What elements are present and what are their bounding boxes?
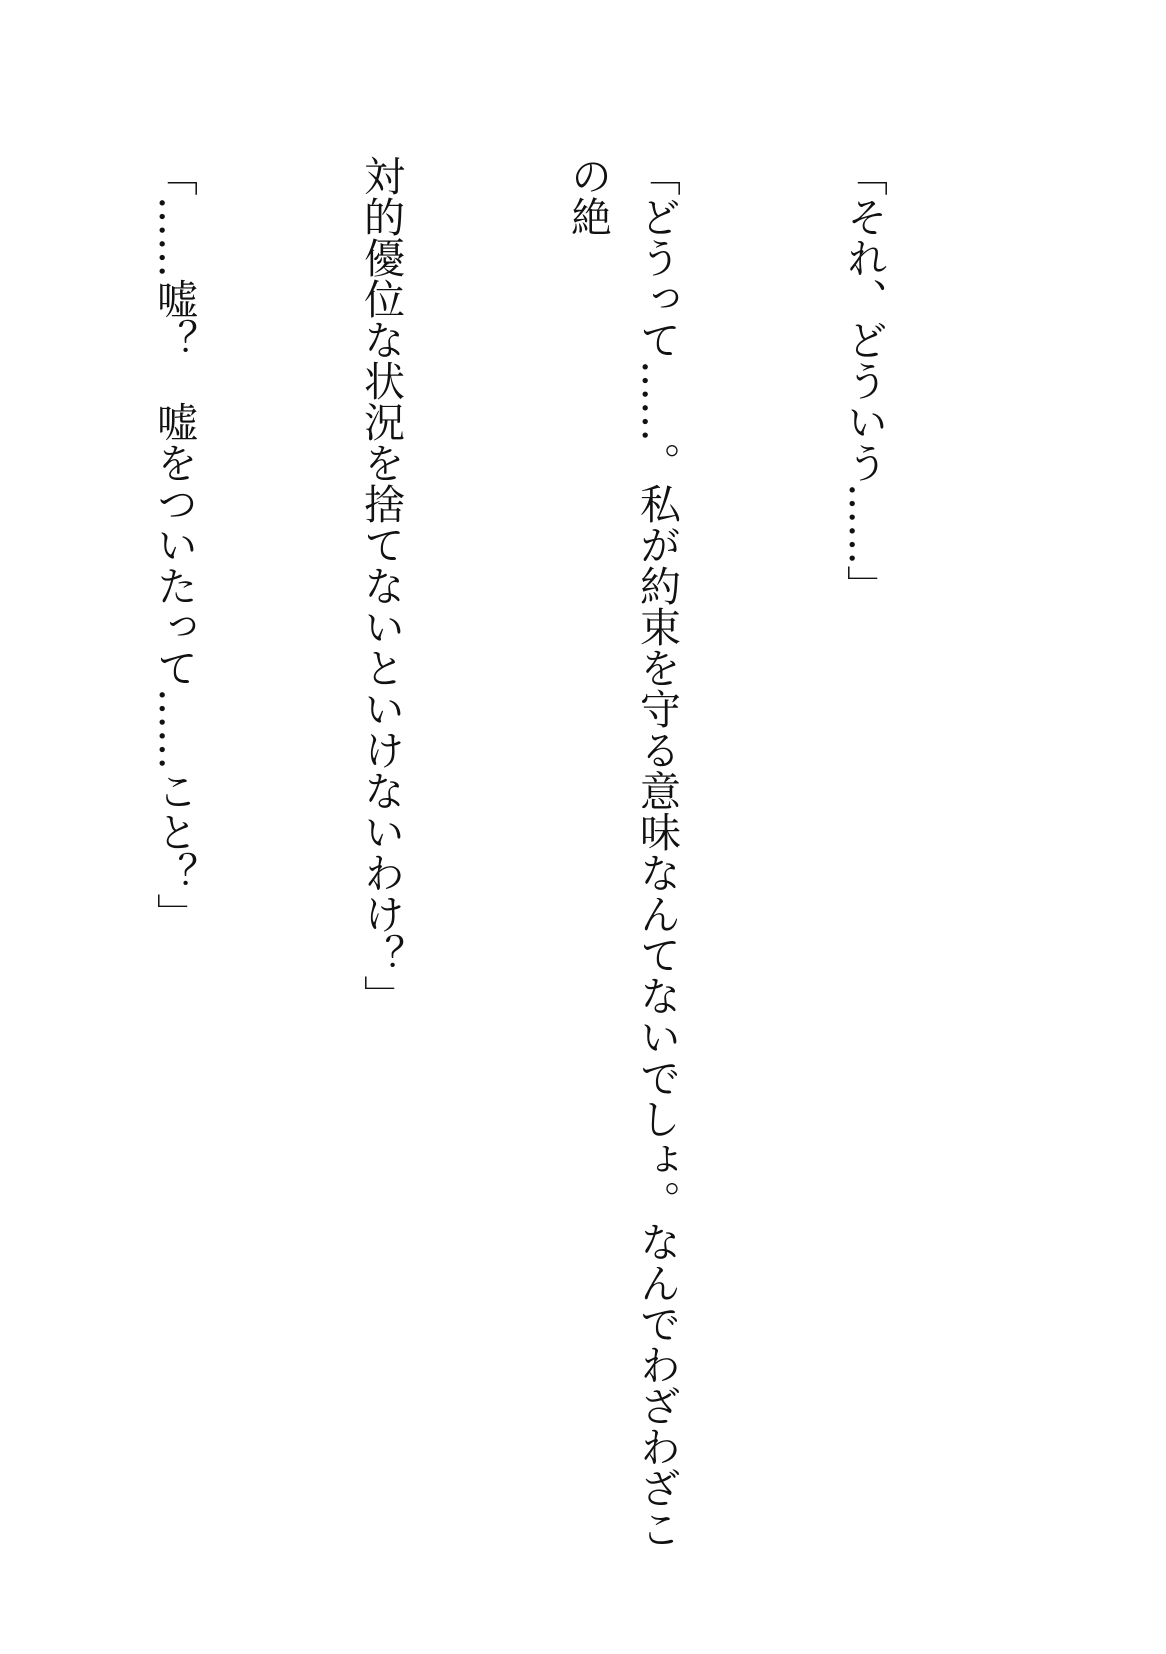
vertical-text-body: [0, 155, 1036, 1575]
text-line: 「それ、どういう……」: [840, 155, 888, 606]
text-line: 「どうって……。私が約束を守る意味なんてないでしょ。なんでわざわざこの絶: [564, 155, 681, 1549]
text-line: 「……嘘？ 嘘をついたって……こと？」: [150, 155, 198, 934]
text-line: [0, 155, 1, 1575]
text-line: 対的優位な状況を捨てないといけないわけ？」: [357, 155, 405, 1016]
